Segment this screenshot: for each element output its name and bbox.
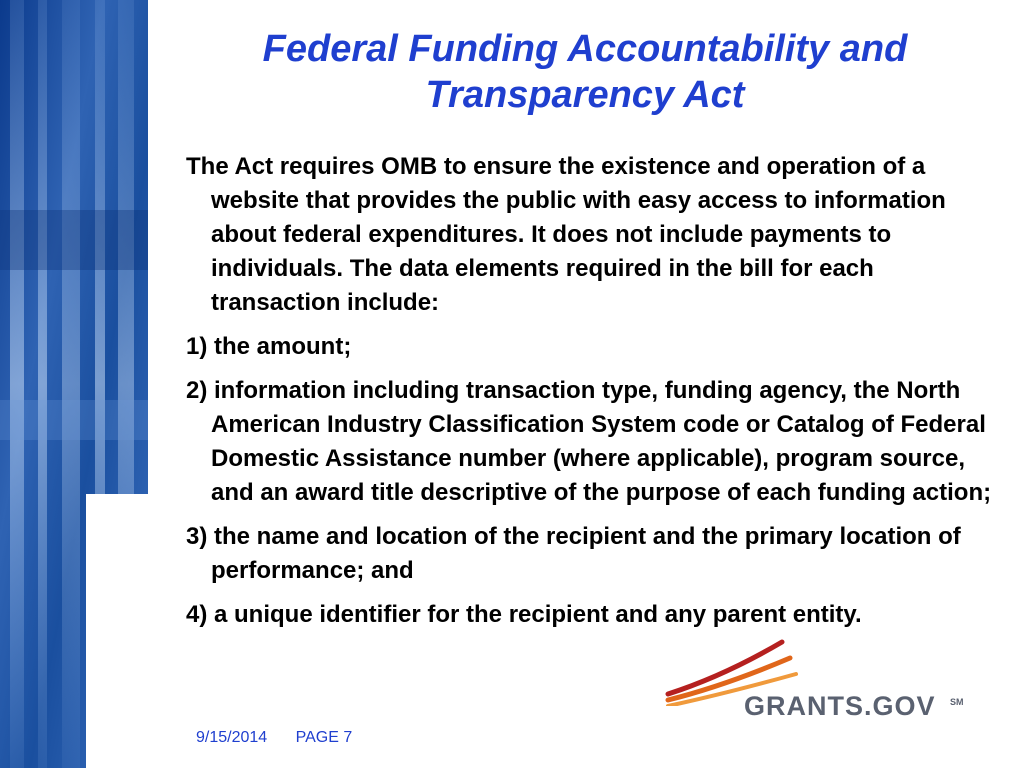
slide-title: Federal Funding Accountability and Transparency Act (262, 28, 908, 116)
footer-page-number: PAGE 7 (295, 729, 353, 746)
grants-gov-logo (664, 636, 974, 726)
side-decorative-band (0, 0, 148, 768)
slide-body (186, 150, 996, 642)
footer-date: 9/15/2014 (196, 729, 268, 746)
intro-paragraph: The Act requires OMB to ensure the existence and operation of a website that provides the public with easy access to information about federal expenditures. It does not include payments to individuals. The data elements required in the bill for each transaction include: (186, 153, 946, 316)
logo-wordmark: GRANTS.GOV (744, 691, 936, 721)
slide-footer (196, 728, 376, 748)
logo-service-mark: SM (950, 697, 964, 707)
list-item: 2) information including transaction type, funding agency, the North American Industry Classification System code or Catalog of Federal Domestic Assistance number (where applicable), program source, and an award title descriptive of the purpose of each funding action; (186, 377, 992, 506)
list-item: 1) the amount; (186, 333, 352, 360)
list-item: 3) the name and location of the recipient and the primary location of performance; and (186, 523, 961, 584)
list-item: 4) a unique identifier for the recipient and any parent entity. (186, 601, 862, 628)
side-band-graphic (0, 0, 148, 768)
